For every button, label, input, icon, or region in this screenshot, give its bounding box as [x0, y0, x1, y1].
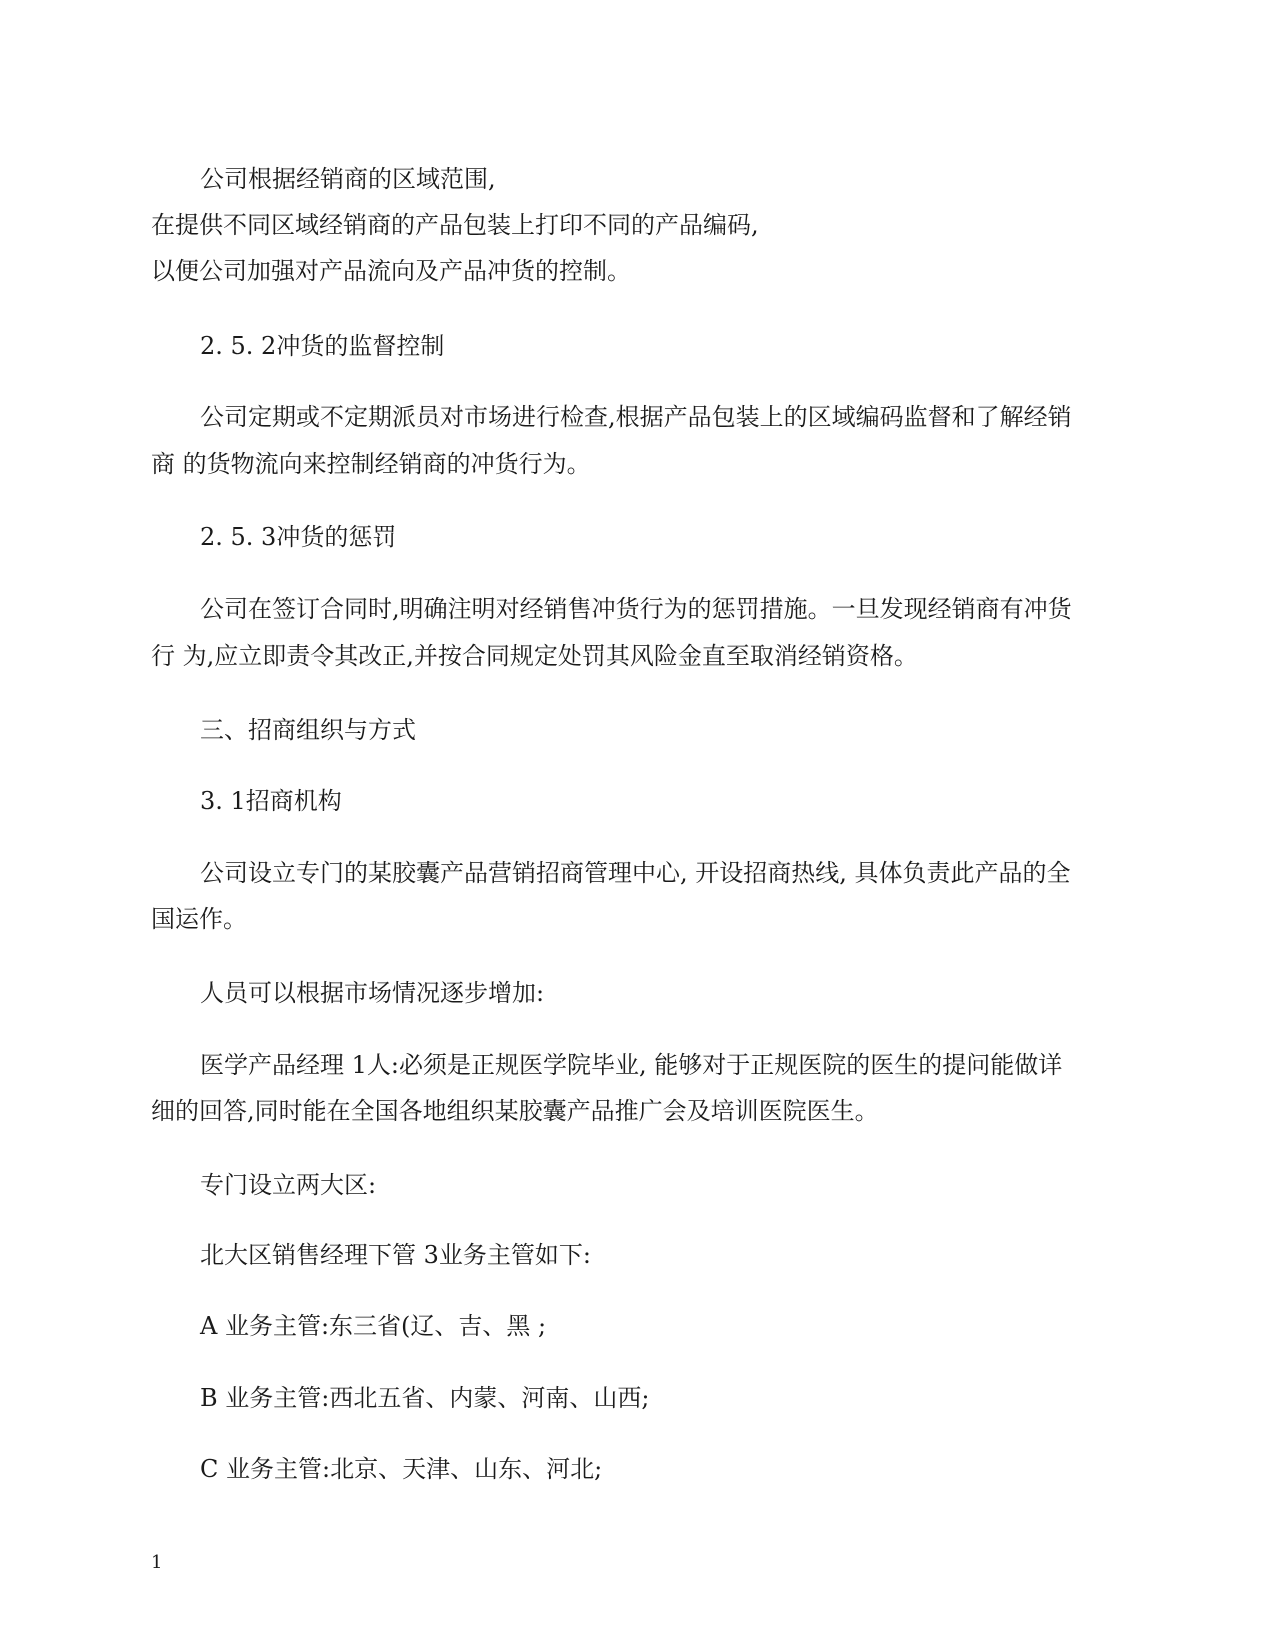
text-line-16: 细的回答,同时能在全国各地组织某胶囊产品推广会及培训医院医生。 — [151, 1097, 879, 1125]
text-line-14: 人员可以根据市场情况逐步增加: — [200, 979, 545, 1007]
text-line-15: 医学产品经理 1人:必须是正规医学院毕业, 能够对于正规医院的医生的提问能做详 — [200, 1051, 1063, 1079]
text-line-1: 公司根据经销商的区域范围, — [200, 165, 496, 193]
text-line-21: C 业务主管:北京、天津、山东、河北; — [200, 1455, 603, 1483]
section-heading-2-5-3: 2. 5. 3冲货的惩罚 — [200, 523, 397, 551]
text-line-17: 专门设立两大区: — [200, 1171, 377, 1199]
text-line-3: 以便公司加强对产品流向及产品冲货的控制。 — [151, 257, 631, 285]
page-number: 1 — [151, 1552, 163, 1573]
text-line-12: 公司设立专门的某胶囊产品营销招商管理中心, 开设招商热线, 具体负责此产品的全 — [200, 859, 1071, 887]
text-line-9: 行 为,应立即责令其改正,并按合同规定处罚其风险金直至取消经销资格。 — [151, 642, 918, 670]
text-line-13: 国运作。 — [151, 905, 247, 933]
text-line-8: 公司在签订合同时,明确注明对经销售冲货行为的惩罚措施。一旦发现经销商有冲货 — [200, 595, 1072, 623]
text-line-19: A 业务主管:东三省(辽、吉、黑 ; — [200, 1312, 547, 1340]
section-heading-3-1: 3. 1招商机构 — [200, 787, 342, 815]
section-heading-3: 三、招商组织与方式 — [200, 716, 416, 744]
text-line-2: 在提供不同区域经销商的产品包装上打印不同的产品编码, — [151, 211, 759, 239]
text-line-20: B 业务主管:西北五省、内蒙、河南、山西; — [200, 1384, 650, 1412]
section-heading-2-5-2: 2. 5. 2冲货的监督控制 — [200, 332, 445, 360]
text-line-5: 公司定期或不定期派员对市场进行检查,根据产品包装上的区域编码监督和了解经销 — [200, 403, 1072, 431]
text-line-6: 商 的货物流向来控制经销商的冲货行为。 — [151, 450, 591, 478]
text-line-18: 北大区销售经理下管 3业务主管如下: — [200, 1241, 591, 1269]
